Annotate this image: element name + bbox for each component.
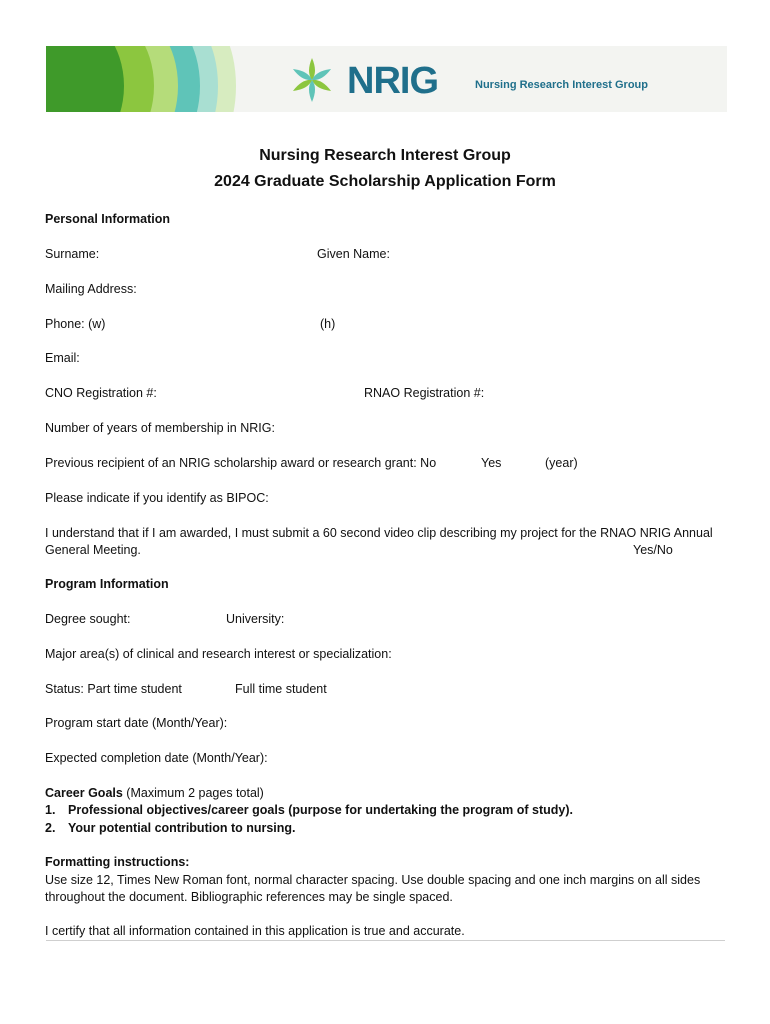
career-goals-title: Career Goals [45,786,123,800]
cno-registration-label: CNO Registration #: [45,386,157,400]
career-item1-number: 1. [45,803,56,817]
formatting-line1: Use size 12, Times New Roman font, normal character spacing. Use double spacing and one inch margins on all sides [45,873,701,887]
email-label: Email: [45,351,80,365]
completion-date-label: Expected completion date (Month/Year): [45,751,268,765]
phone-work-label: Phone: (w) [45,317,106,331]
mailing-address-label: Mailing Address: [45,282,137,296]
personal-info-heading: Personal Information [45,212,171,226]
major-area-label: Major area(s) of clinical and research interest or specialization: [45,647,392,661]
career-item1: Professional objectives/career goals (purpose for undertaking the program of study). [68,803,573,817]
bipoc-label: Please indicate if you identify as BIPOC: [45,491,269,505]
nrig-star-icon [291,58,332,102]
video-statement-line2: General Meeting. [45,543,141,557]
given-name-label: Given Name: [317,247,390,261]
page-title-line2: 2024 Graduate Scholarship Application Form [214,173,556,190]
org-name: Nursing Research Interest Group [475,79,648,91]
previous-recipient-yes: Yes [481,456,502,470]
video-statement-line1: I understand that if I am awarded, I must submit a 60 second video clip describing my project for the RNAO NRIG Annual [45,526,713,540]
degree-label: Degree sought: [45,612,131,626]
rnao-registration-label: RNAO Registration #: [364,386,485,400]
nrig-logo-text: NRIG [347,60,438,102]
phone-home-label: (h) [320,317,336,331]
program-info-heading: Program Information [45,577,169,591]
previous-recipient-year: (year) [545,456,578,470]
status-part-time: Status: Part time student [45,682,182,696]
page-title-line1: Nursing Research Interest Group [259,147,511,164]
previous-recipient-label: Previous recipient of an NRIG scholarship award or research grant: No [45,456,437,470]
career-goals-note: (Maximum 2 pages total) [122,786,264,800]
certification-statement: I certify that all information contained in this application is true and accurate. [45,924,465,938]
career-item2: Your potential contribution to nursing. [68,821,296,835]
status-full-time: Full time student [235,682,327,696]
university-label: University: [226,612,285,626]
career-item2-number: 2. [45,821,56,835]
career-goals-heading [45,786,264,800]
header-banner [46,46,727,112]
bottom-divider [46,940,725,941]
formatting-line2: throughout the document. Bibliographic references may be single spaced. [45,890,453,904]
video-yes-no: Yes/No [633,543,673,557]
membership-years-label: Number of years of membership in NRIG: [45,421,275,435]
formatting-heading: Formatting instructions: [45,855,190,869]
surname-label: Surname: [45,247,100,261]
start-date-label: Program start date (Month/Year): [45,716,228,730]
